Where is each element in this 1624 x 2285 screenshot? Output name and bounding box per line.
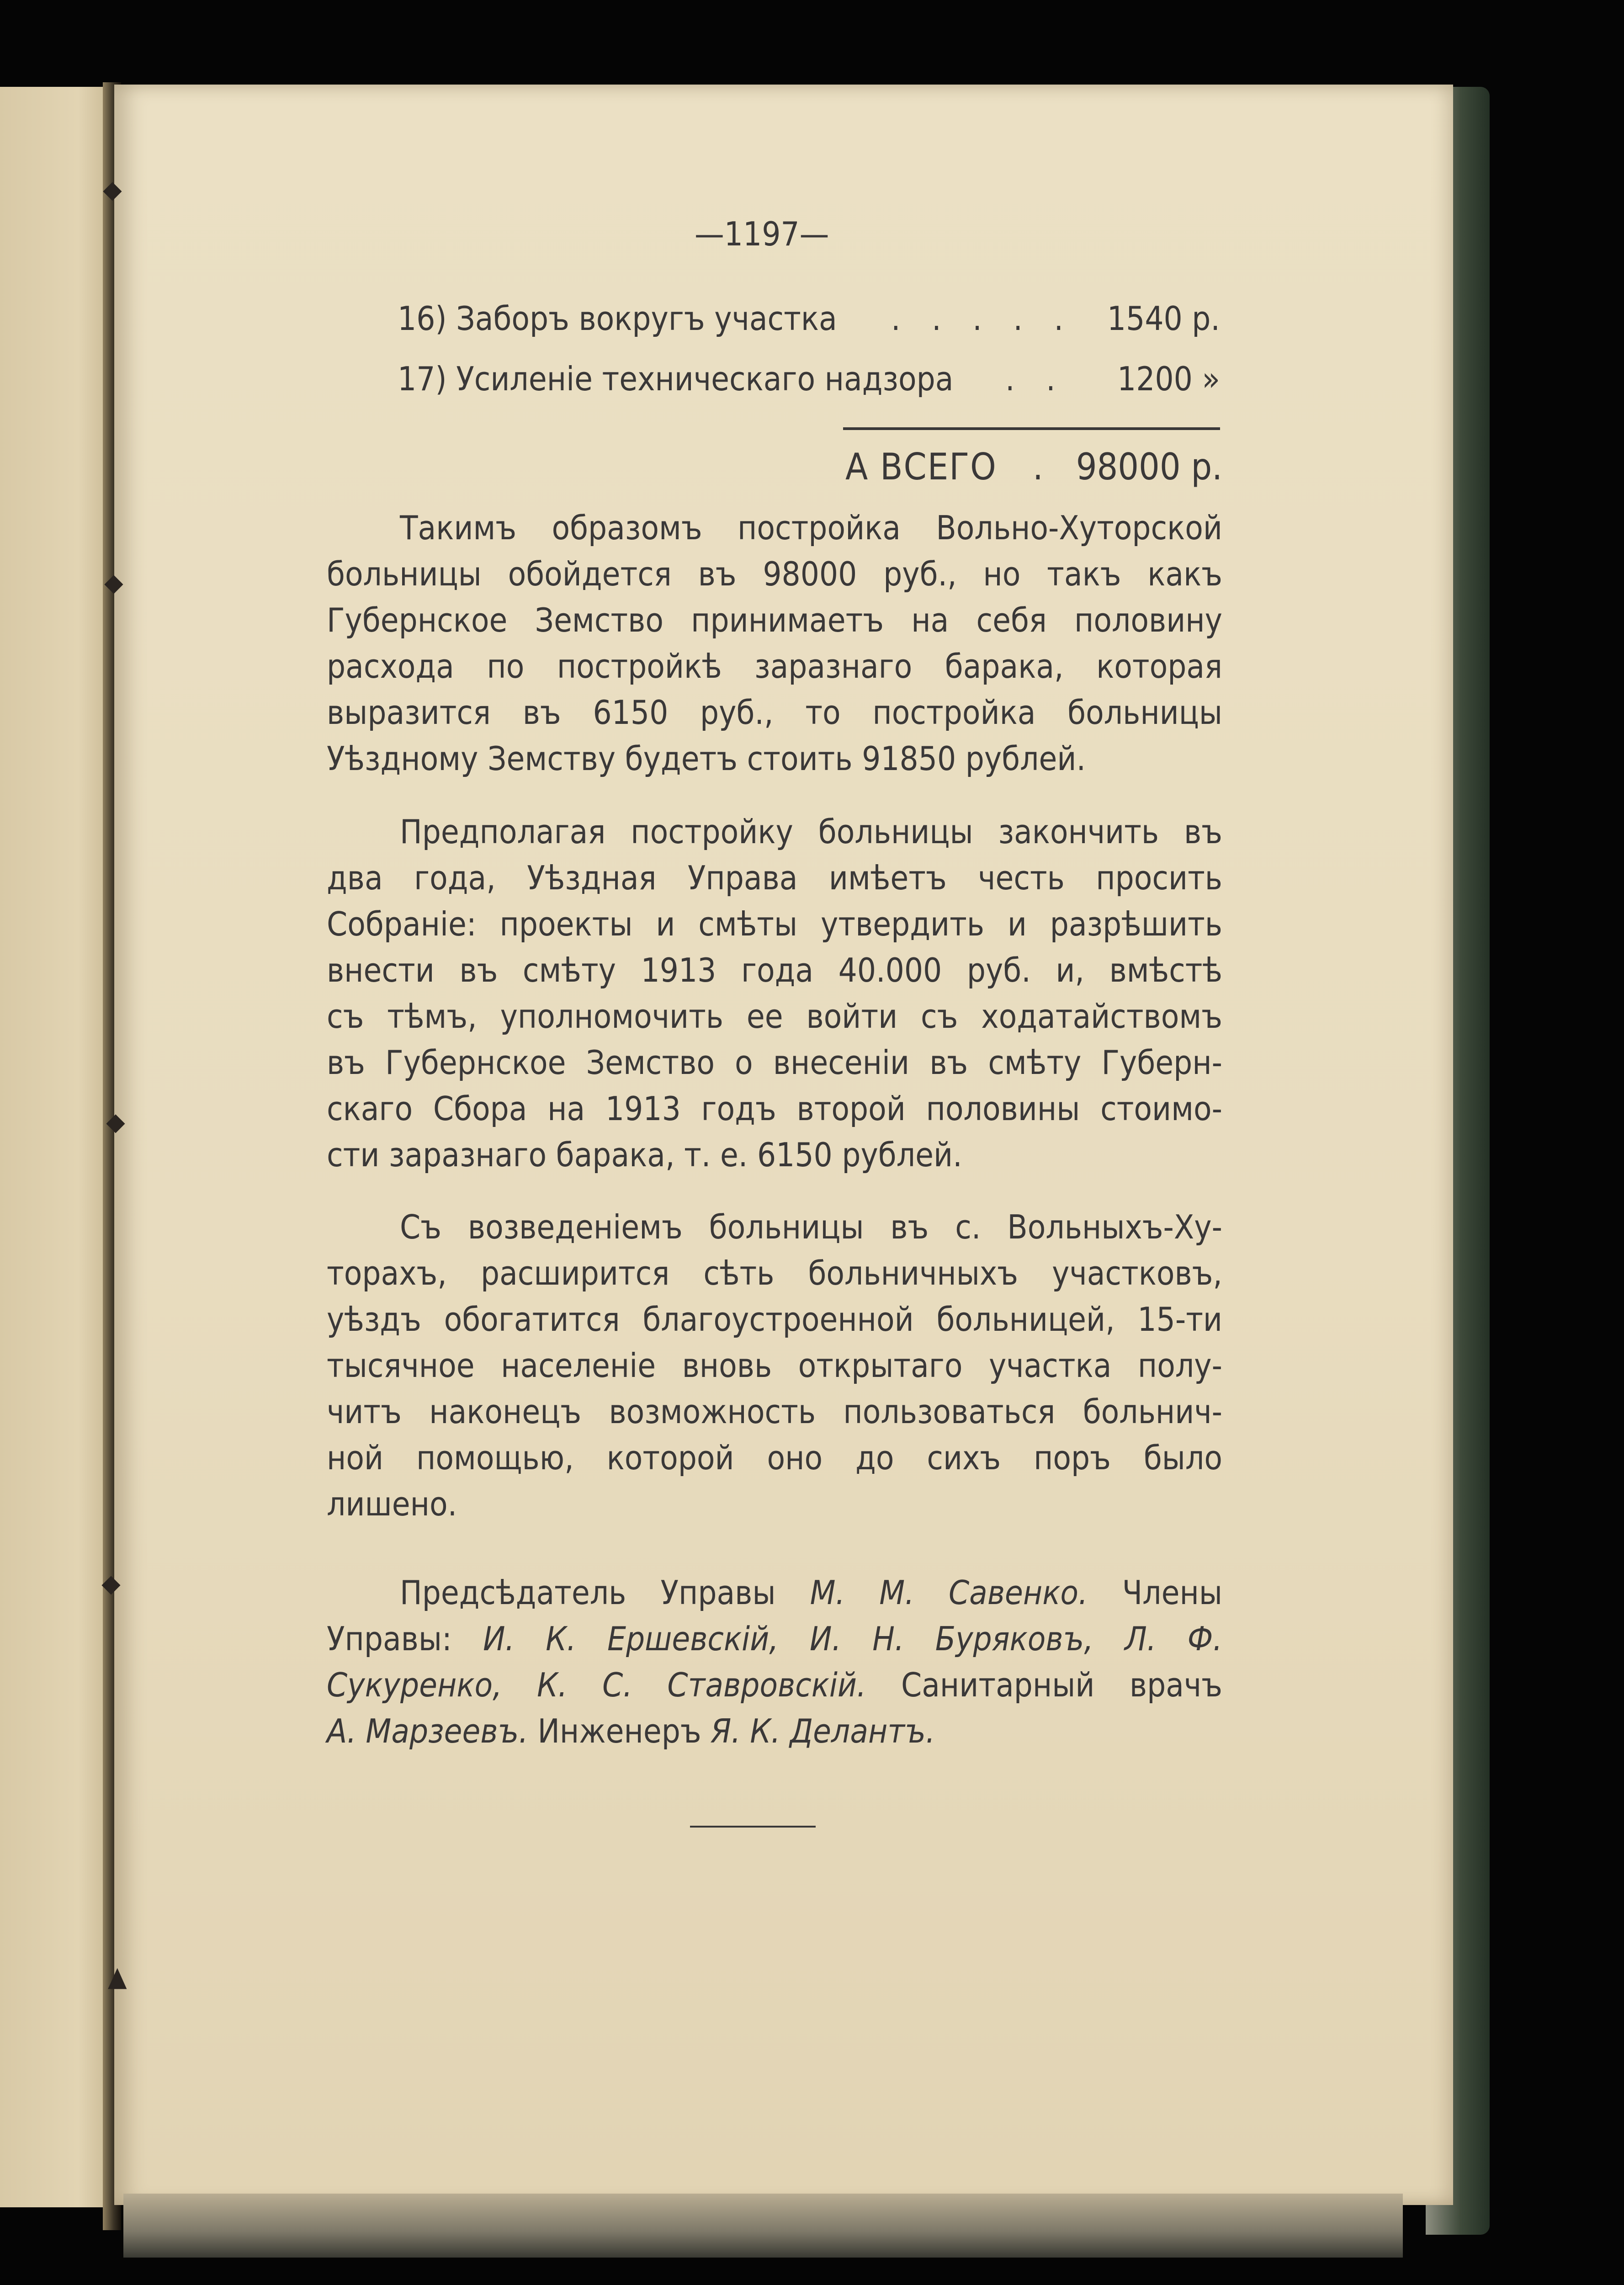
engineer-title: Инженеръ [537, 1712, 701, 1750]
paragraph-benefits [327, 1204, 1222, 1527]
text-line: больницы обойдется въ 98000 руб., но такъ какъ [327, 555, 1222, 593]
text-line: расхода по постройкѣ заразнаго барака, которая [327, 647, 1222, 686]
binding-mark-icon: ⬥ [106, 1106, 125, 1138]
signature-line [327, 1708, 1222, 1754]
binding-mark-icon: ⬥ [104, 567, 123, 599]
member-name: К. С. Ставровскій. [537, 1666, 866, 1704]
item-value: 1200 » [1117, 360, 1220, 398]
item-leaders: . . . . . [891, 299, 1075, 338]
binding-mark-icon: ⬥ [103, 174, 122, 206]
text-line: сти заразнаго барака, т. е. 6150 рублей. [327, 1136, 962, 1174]
doctor-name: А. Марзеевъ. [327, 1712, 528, 1750]
paragraph-cost-summary [327, 505, 1222, 782]
members-title: Управы: [327, 1620, 452, 1658]
chairman-name: М. М. Савенко. [810, 1573, 1088, 1612]
text-line: въ Губернское Земство о внесеніи въ смѣту Губерн- [327, 1043, 1222, 1082]
text-line: уѣздъ обогатится благоустроенной больницей, 15-ти [327, 1300, 1222, 1339]
text-line: тысячное населеніе вновь открытаго участка полу- [327, 1346, 1222, 1385]
members-title: Члены [1122, 1573, 1222, 1612]
text-line: съ тѣмъ, уполномочить ее войти съ ходатайствомъ [327, 997, 1222, 1036]
text-line: скаго Сбора на 1913 годъ второй половины стоимо- [327, 1089, 1222, 1128]
member-name: И. Н. Буряковъ, [810, 1620, 1093, 1658]
member-name: И. К. Ершевскій, [483, 1620, 779, 1658]
paragraph-request [327, 809, 1222, 1178]
doctor-title: Санитарный врачъ [901, 1666, 1222, 1704]
text-line: торахъ, расширится сѣть больничныхъ участковъ, [327, 1254, 1222, 1292]
text-line: Предполагая постройку больницы закончить въ [400, 813, 1222, 851]
text-line: Такимъ образомъ постройка Вольно-Хуторской [400, 509, 1222, 547]
member-name: Сукуренко, [327, 1666, 502, 1704]
text-line: Съ возведеніемъ больницы въ с. Вольныхъ-Ху- [400, 1208, 1222, 1246]
total-value: 98000 р. [1076, 446, 1222, 488]
page-number: —1197— [695, 215, 829, 253]
chairman-title: Предсѣдатель Управы [400, 1573, 776, 1612]
signatures-block [327, 1570, 1222, 1754]
engineer-name: Я. К. Делантъ. [711, 1712, 935, 1750]
closing-rule [690, 1826, 816, 1828]
text-line: два года, Уѣздная Управа имѣетъ честь просить [327, 859, 1222, 897]
sum-rule [843, 427, 1220, 430]
item-label: 17) Усиленіе техническаго надзора [398, 360, 954, 398]
total-label: А ВСЕГО [845, 446, 997, 488]
signature-line [327, 1570, 1222, 1616]
text-line: Собраніе: проекты и смѣты утвердить и разрѣшить [327, 905, 1222, 943]
total-leaders: . [1033, 446, 1043, 488]
item-label: 16) Заборъ вокругъ участка [398, 299, 837, 338]
text-line: читъ наконецъ возможность пользоваться больнич- [327, 1392, 1222, 1431]
text-line: ной помощью, которой оно до сихъ поръ было [327, 1439, 1222, 1477]
text-line: Губернское Земство принимаетъ на себя половину [327, 601, 1222, 639]
signature-line [327, 1616, 1222, 1662]
item-leaders: . . [1005, 360, 1067, 398]
binding-mark-icon: ⬥ [101, 1568, 121, 1600]
item-value: 1540 р. [1107, 299, 1220, 338]
member-name: Л. Ф. [1125, 1620, 1222, 1658]
text-line: лишено. [327, 1485, 457, 1523]
text-line: Уѣздному Земству будетъ стоить 91850 рублей. [327, 739, 1086, 778]
signature-line [327, 1662, 1222, 1708]
page-bottom-edge [123, 2194, 1403, 2258]
text-line: внести въ смѣту 1913 года 40.000 руб. и, вмѣстѣ [327, 951, 1222, 989]
binding-mark-icon: ▲ [108, 1961, 127, 1993]
left-page-edge [0, 87, 112, 2207]
text-line: выразится въ 6150 руб., то постройка больницы [327, 693, 1222, 732]
